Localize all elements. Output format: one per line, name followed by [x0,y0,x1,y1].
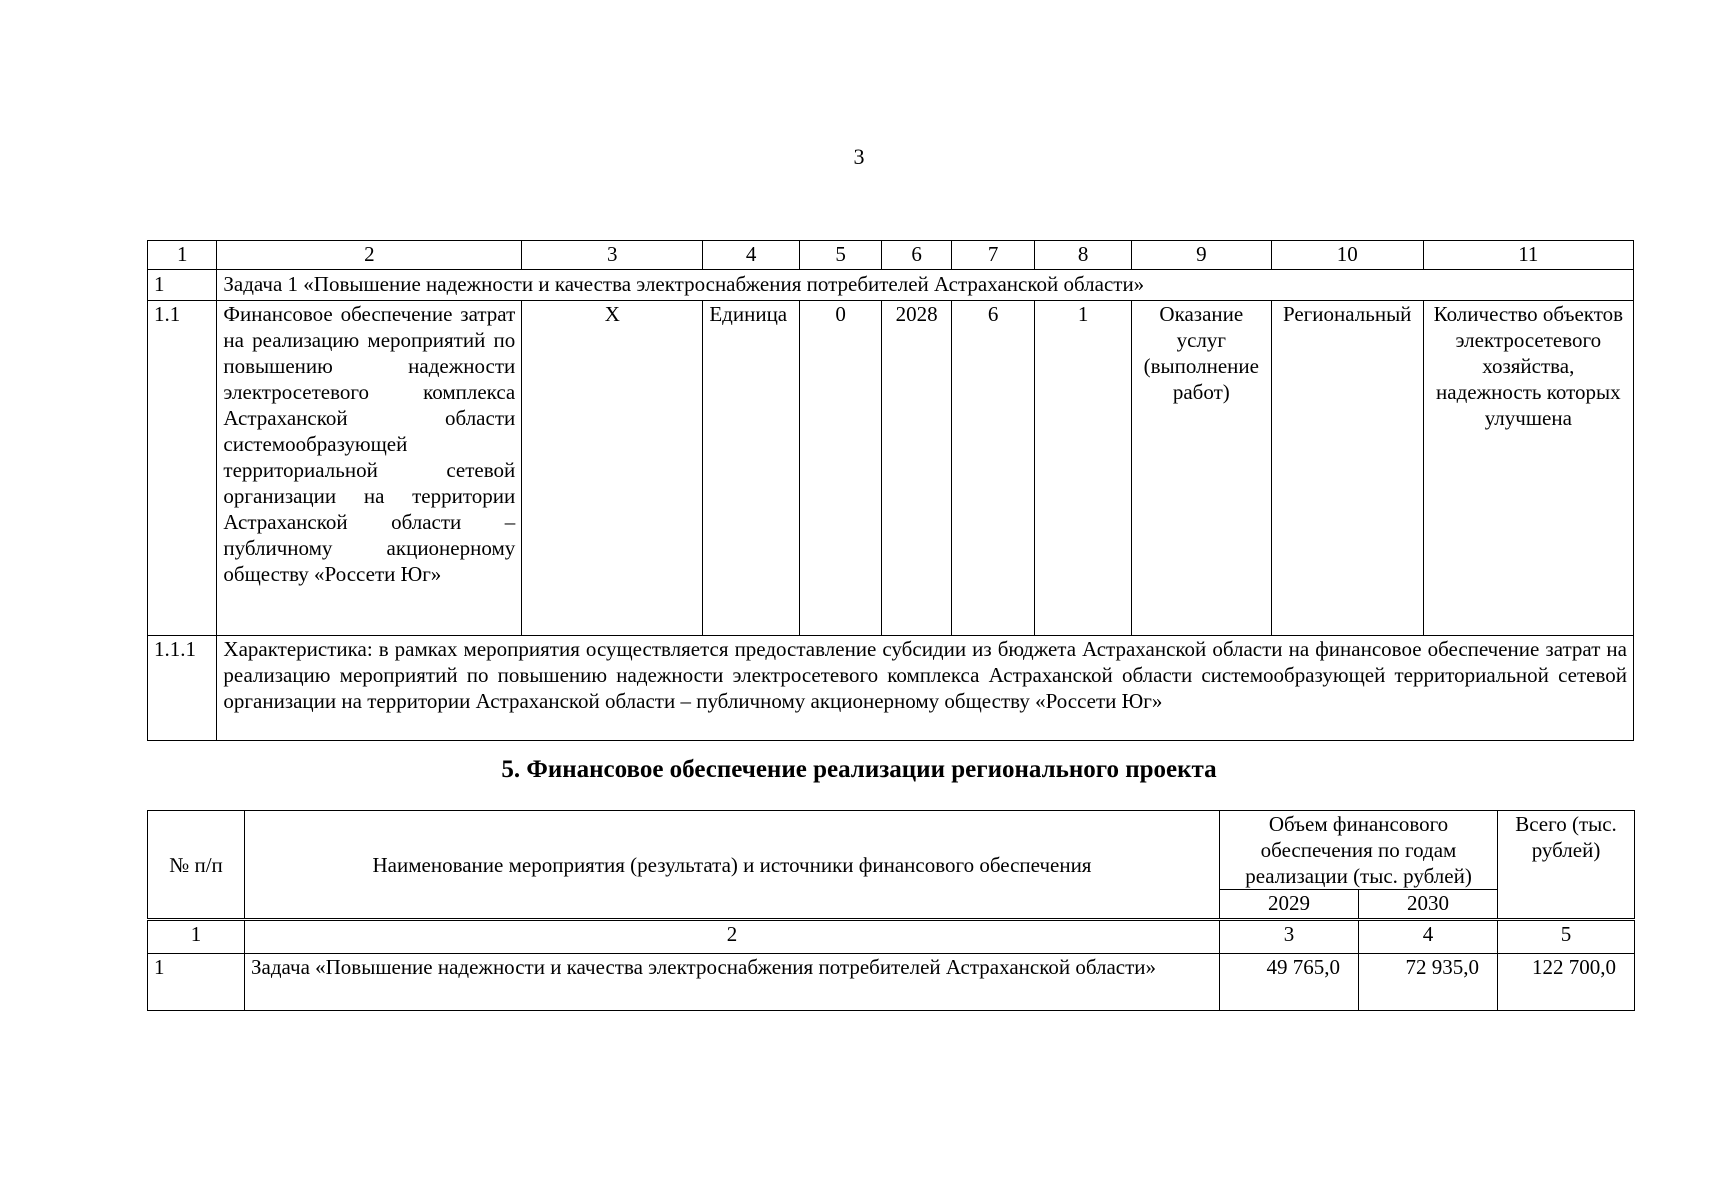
column-number: 6 [882,241,951,270]
characteristic-number: 1.1.1 [148,636,217,741]
result-type: Оказание услуг (выполнение работ) [1131,301,1271,636]
result-name: Финансовое обеспечение затрат на реализацию мероприятий по повышению надежности электросетевого комплекса Астраханской области системообразующей территориальной сетевой организации на территории Астраханской области – публичному акционерному обществу «Россети Юг» [217,301,522,636]
finance-data-row [148,954,1635,1011]
column-number: 7 [951,241,1035,270]
results-table [147,240,1634,741]
column-number: 3 [1220,920,1359,954]
header-year-2030: 2030 [1359,890,1498,920]
section-title: 5. Финансовое обеспечение реализации регионального проекта [501,756,1217,783]
column-number: 10 [1271,241,1423,270]
header-number: № п/п [148,811,245,920]
column-number: 1 [148,920,245,954]
result-col3: Х [522,301,703,636]
finance-row-number: 1 [148,954,245,1011]
result-col8: 1 [1035,301,1132,636]
result-number: 1.1 [148,301,217,636]
column-number: 3 [522,241,703,270]
column-number: 2 [245,920,1220,954]
result-col7: 6 [951,301,1035,636]
characteristic-text: Характеристика: в рамках мероприятия осуществляется предоставление субсидии из бюджета Астраханской области на финансовое обеспечение затрат на реализацию мероприятий по повышению надежности электросетевого комплекса Астраханской области системообразующей территориальной сетевой организации на территории Астраханской области – публичному акционерному обществу «Россети Юг» [217,636,1634,741]
page-number: 3 [853,144,865,169]
finance-column-number-row [148,920,1635,954]
task-row [148,270,1634,301]
result-row [148,301,1634,636]
header-volume: Объем финансового обеспечения по годам реализации (тыс. рублей) [1220,811,1498,890]
finance-table [147,810,1635,1011]
header-total: Всего (тыс. рублей) [1498,811,1635,920]
column-number: 8 [1035,241,1132,270]
task-title: Задача 1 «Повышение надежности и качества электроснабжения потребителей Астраханской области» [217,270,1634,301]
finance-value-total: 122 700,0 [1498,954,1635,1011]
column-number: 1 [148,241,217,270]
column-number: 4 [1359,920,1498,954]
finance-row-name: Задача «Повышение надежности и качества электроснабжения потребителей Астраханской области» [245,954,1220,1011]
header-name: Наименование мероприятия (результата) и источники финансового обеспечения [245,811,1220,920]
finance-value-2030: 72 935,0 [1359,954,1498,1011]
finance-header-row [148,811,1635,890]
result-indicator: Количество объектов электросетевого хозяйства, надежность которых улучшена [1423,301,1633,636]
header-year-2029: 2029 [1220,890,1359,920]
column-number: 5 [1498,920,1635,954]
column-number: 11 [1423,241,1633,270]
task-number: 1 [148,270,217,301]
result-col5: 0 [799,301,881,636]
column-number: 4 [703,241,800,270]
column-number-row [148,241,1634,270]
result-year: 2028 [882,301,951,636]
column-number: 5 [799,241,881,270]
result-unit: Единица [703,301,800,636]
column-number: 2 [217,241,522,270]
characteristic-row [148,636,1634,741]
column-number: 9 [1131,241,1271,270]
result-level: Региональный [1271,301,1423,636]
finance-value-2029: 49 765,0 [1220,954,1359,1011]
